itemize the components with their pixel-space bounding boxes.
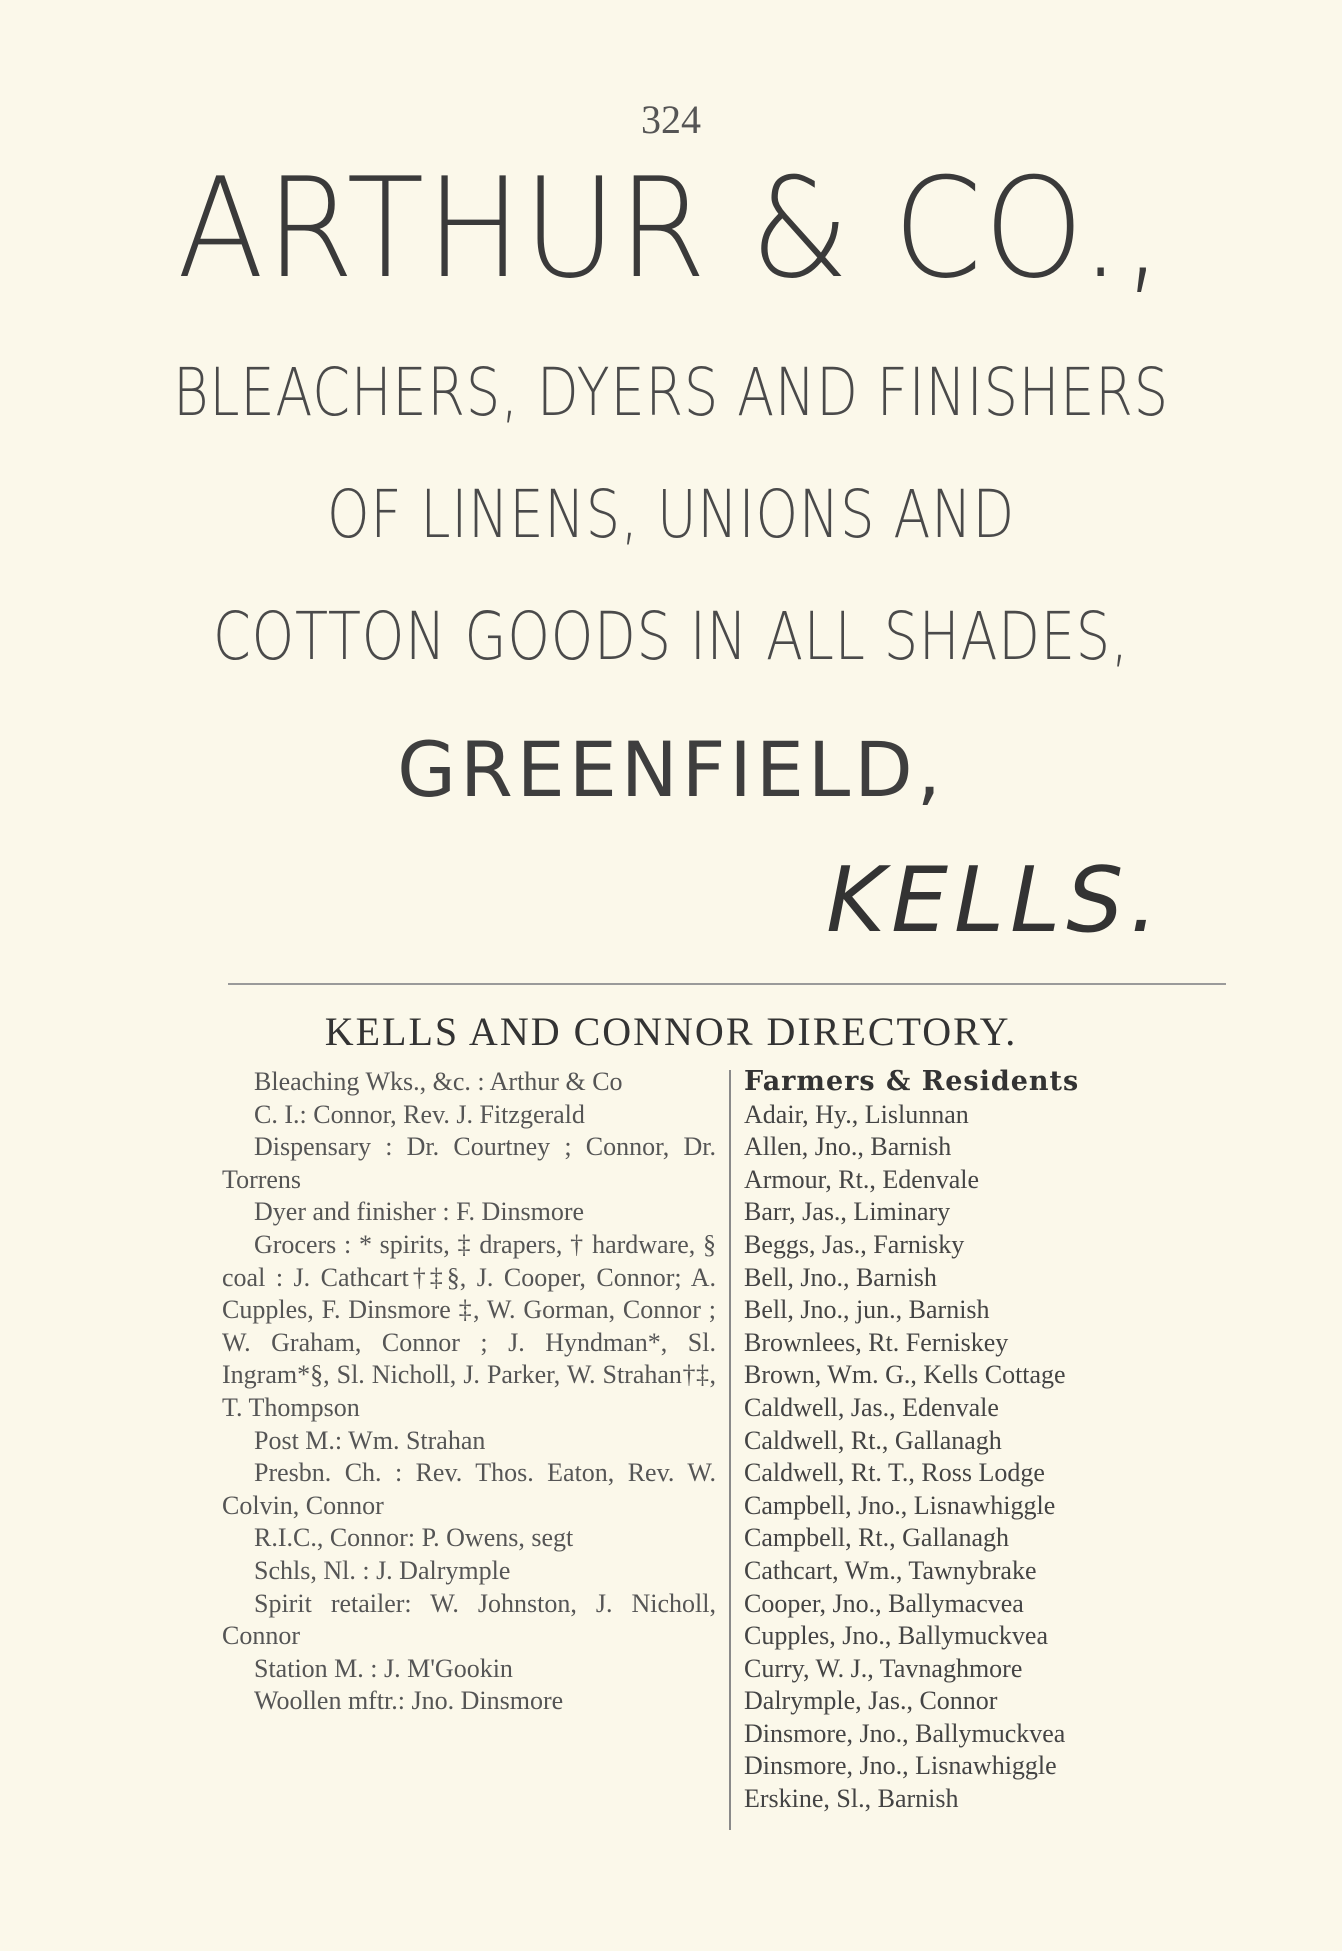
page-number: 324 <box>641 97 701 142</box>
trade-entry: Presbn. Ch. : Rev. Thos. Eaton, Rev. W. Colvin, Connor <box>222 1458 716 1520</box>
resident-entry: Dinsmore, Jno., Ballymuckvea <box>744 1718 1066 1748</box>
resident-entry: Allen, Jno., Barnish <box>744 1132 952 1162</box>
resident-entry: Dalrymple, Jas., Connor <box>744 1686 998 1716</box>
trades-column <box>222 1066 716 1718</box>
resident-entry: Erskine, Sl., Barnish <box>744 1784 959 1814</box>
resident-entry: Bell, Jno., jun., Barnish <box>744 1295 990 1325</box>
trade-entry: Bleaching Wks., &c. : Arthur & Co <box>254 1067 623 1096</box>
trade-entry: R.I.C., Connor: P. Owens, segt <box>254 1523 574 1553</box>
trade-entry: Dyer and finisher : F. Dinsmore <box>254 1197 585 1227</box>
trade-entry: Station M. : J. M'Gookin <box>254 1653 513 1683</box>
resident-entry: Cupples, Jno., Ballymuckvea <box>744 1621 1049 1651</box>
resident-entry: Cooper, Jno., Ballymacvea <box>744 1588 1024 1618</box>
resident-entry: Beggs, Jas., Farnisky <box>744 1229 965 1259</box>
trade-entry: Spirit retailer: W. Johnston, J. Nicholl, Connor <box>222 1588 716 1651</box>
trade-entry: Grocers : * spirits, ‡ drapers, † hardware, § coal : J. Cathcart†‡§, J. Cooper, Connor; A. Cupples, F. Dinsmore ‡, W. Gorman, Connor ; W. Graham, Connor ; J. Hyndman*, Sl. Ingram*§, Sl. Nicholl, J. Parker, W. Strahan†‡, T. Thompson <box>222 1229 716 1422</box>
trade-entry: C. I.: Connor, Rev. J. Fitzgerald <box>254 1099 585 1129</box>
resident-entry: Curry, W. J., Tavnaghmore <box>744 1653 1023 1683</box>
trade-entry: Schls, Nl. : J. Dalrymple <box>254 1555 511 1585</box>
resident-entry: Cathcart, Wm., Tawnybrake <box>744 1555 1037 1585</box>
section-divider-rule <box>228 983 1226 985</box>
advert-line-3: COTTON GOODS IN ALL SHADES, <box>212 598 1130 675</box>
advert-town: KELLS. <box>826 848 1164 953</box>
trade-entry: Dispensary : Dr. Courtney ; Connor, Dr. Torrens <box>222 1132 716 1194</box>
advert-line-1: BLEACHERS, DYERS AND FINISHERS <box>173 354 1169 431</box>
trade-entry: Post M.: Wm. Strahan <box>254 1425 486 1455</box>
resident-entry: Barr, Jas., Liminary <box>744 1197 951 1227</box>
advert-line-2: OF LINENS, UNIONS AND <box>326 476 1016 553</box>
resident-entry: Adair, Hy., Lislunnan <box>744 1099 969 1129</box>
resident-entry: Caldwell, Rt., Gallanagh <box>744 1425 1002 1455</box>
resident-entry: Caldwell, Rt. T., Ross Lodge <box>744 1458 1045 1488</box>
advert-place: GREENFIELD, <box>397 725 945 814</box>
resident-entry: Campbell, Rt., Gallanagh <box>744 1523 1010 1553</box>
directory-title: KELLS AND CONNOR DIRECTORY. <box>324 1009 1018 1054</box>
resident-entry: Brownlees, Rt. Ferniskey <box>744 1327 1009 1357</box>
residents-column <box>744 1066 1214 1816</box>
resident-entry: Campbell, Jno., Lisnawhiggle <box>744 1490 1056 1520</box>
resident-entry: Bell, Jno., Barnish <box>744 1262 937 1292</box>
column-divider <box>729 1070 731 1830</box>
resident-entry: Armour, Rt., Edenvale <box>744 1164 980 1194</box>
trade-entry: Woollen mftr.: Jno. Dinsmore <box>254 1686 564 1716</box>
residents-heading: Farmers & Residents <box>744 1066 1080 1097</box>
resident-entry: Dinsmore, Jno., Lisnawhiggle <box>744 1751 1057 1781</box>
advert-firm-name: ARTHUR & CO., <box>177 148 1165 309</box>
resident-entry: Caldwell, Jas., Edenvale <box>744 1392 999 1422</box>
resident-entry: Brown, Wm. G., Kells Cottage <box>744 1360 1066 1390</box>
